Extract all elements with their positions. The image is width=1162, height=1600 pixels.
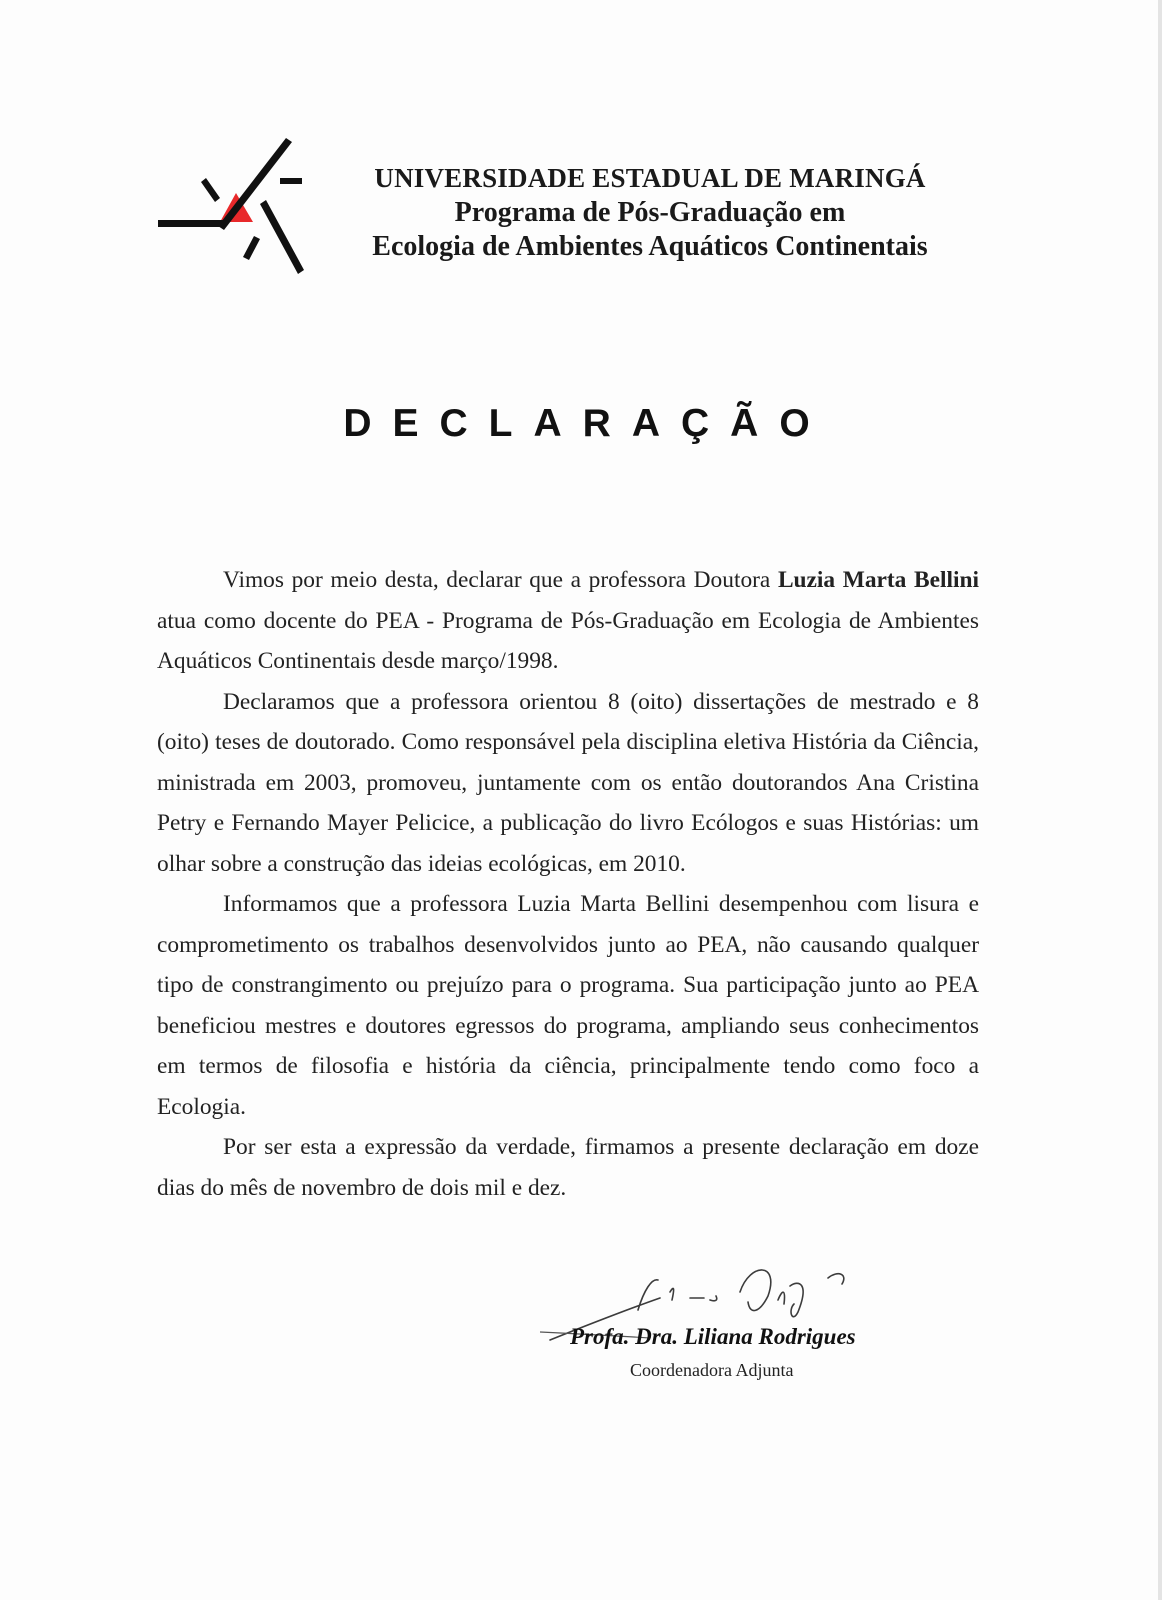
- paragraph-1: [157, 560, 979, 682]
- declaration-body: [157, 560, 979, 1208]
- paragraph-2: Declaramos que a professora orientou 8 (oito) dissertações de mestrado e 8 (oito) teses de doutorado. Como responsável pela disciplina eletiva História da Ciência, ministrada em 2003, promoveu, juntamente com os então doutorandos Ana Cristina Petry e Fernando Mayer Pelicice, a publicação do livro Ecólogos e suas Histórias: um olhar sobre a construção das ideias ecológicas, em 2010.: [157, 688, 979, 877]
- paragraph-1-rest: atua como docente do PEA - Programa de Pós-Graduação em Ecologia de Ambientes Aquáticos Continentais desde março/1998.: [157, 607, 979, 674]
- signer-role: Coordenadora Adjunta: [630, 1360, 794, 1380]
- paragraph-3: Informamos que a professora Luzia Marta Bellini desempenhou com lisura e comprometimento os trabalhos desenvolvidos junto ao PEA, não causando qualquer tipo de constrangimento ou prejuízo para o programa. Sua participação junto ao PEA beneficiou mestres e doutores egressos do programa, ampliando seus conhecimentos em termos de filosofia e história da ciência, principalmente tendo como foco a Ecologia.: [157, 891, 979, 1120]
- signer-name: Profa. Dra. Liliana Rodrigues: [570, 1324, 856, 1349]
- program-line-1: Programa de Pós-Graduação em: [454, 197, 846, 228]
- paragraph-4: Por ser esta a expressão da verdade, firmamos a presente declaração em doze dias do mês de novembro de dois mil e dez.: [157, 1134, 979, 1201]
- signature-block: [540, 1250, 940, 1410]
- university-name: UNIVERSIDADE ESTADUAL DE MARINGÁ: [374, 163, 926, 193]
- document-title: DECLARAÇÃO: [343, 402, 831, 445]
- program-line-2: Ecologia de Ambientes Aquáticos Continentais: [372, 231, 928, 262]
- paragraph-1-intro: Vimos por meio desta, declarar que a professora Doutora: [223, 567, 778, 593]
- university-logo-icon: [158, 138, 318, 278]
- professor-name: Luzia Marta Bellini: [777, 567, 979, 593]
- document-header: [340, 160, 960, 264]
- logo-graphic: [158, 138, 318, 278]
